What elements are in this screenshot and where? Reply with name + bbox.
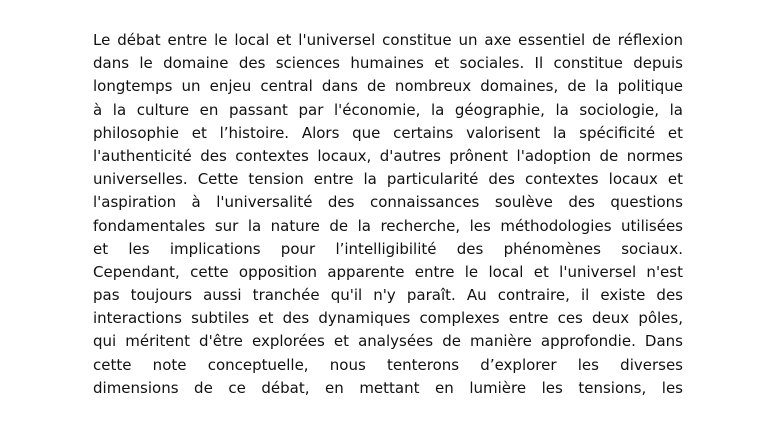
paragraph-line: longtemps un enjeu central dans de nombreux domaines, de la politique — [93, 77, 683, 96]
paragraph-line: pas toujours aussi tranchée qu'il n'y paraît. Au contraire, il existe des — [93, 286, 683, 305]
body-paragraph — [93, 29, 683, 400]
paragraph-line: et les implications pour l’intelligibilité des phénomènes sociaux. — [93, 239, 683, 258]
paragraph-line: Cependant, cette opposition apparente entre le local et l'universel n'est — [93, 262, 683, 281]
paragraph-line: dans le domaine des sciences humaines et sociales. Il constitue depuis — [93, 54, 683, 73]
paragraph-line: l'authenticité des contextes locaux, d'autres prônent l'adoption de normes — [93, 146, 683, 165]
paragraph-line: l'aspiration à l'universalité des connaissances soulève des questions — [93, 193, 683, 212]
paragraph-line: universelles. Cette tension entre la particularité des contextes locaux et — [93, 170, 683, 189]
paragraph-line: philosophie et l’histoire. Alors que certains valorisent la spécificité et — [93, 123, 683, 142]
paragraph-line: interactions subtiles et des dynamiques complexes entre ces deux pôles, — [93, 309, 683, 328]
paragraph-line: fondamentales sur la nature de la recherche, les méthodologies utilisées — [93, 216, 683, 235]
paragraph-line: cette note conceptuelle, nous tenterons d’explorer les diverses — [93, 355, 683, 374]
paragraph-line: qui méritent d'être explorées et analysées de manière approfondie. Dans — [93, 332, 683, 351]
paragraph-line: à la culture en passant par l'économie, la géographie, la sociologie, la — [93, 100, 683, 119]
paragraph-line: Le débat entre le local et l'universel constitue un axe essentiel de réflexion — [93, 31, 683, 49]
paragraph-line: dimensions de ce débat, en mettant en lumière les tensions, les — [93, 378, 683, 397]
